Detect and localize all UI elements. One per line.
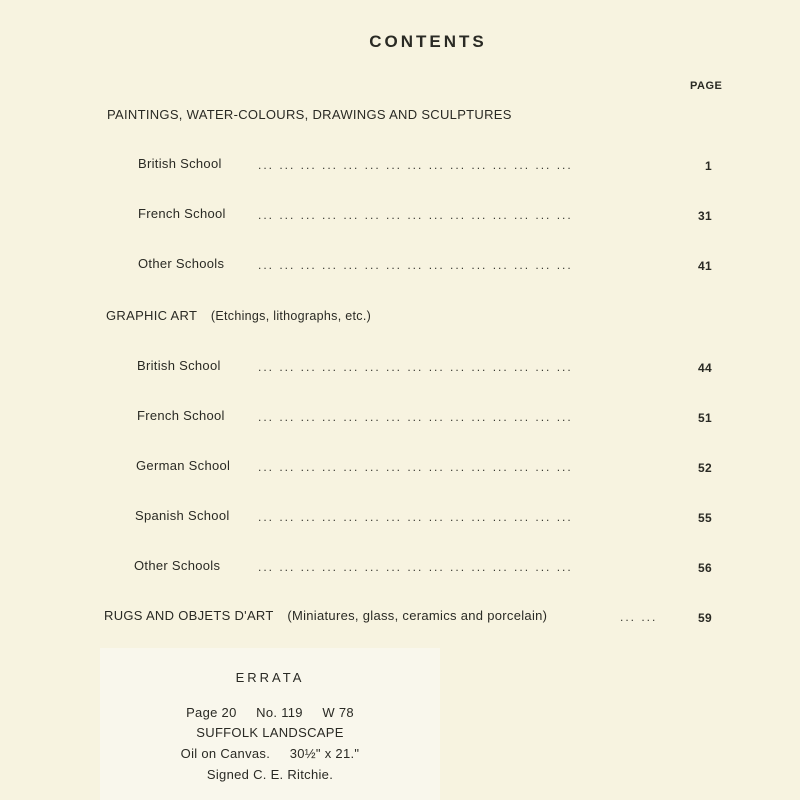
section-heading-rugs [104, 608, 547, 623]
errata-title: ERRATA [235, 670, 305, 685]
leader-dots: ... ... ... ... ... ... ... ... ... ... ... ... ... ... ... [258, 460, 573, 474]
errata-artwork-title: SUFFOLK LANDSCAPE [196, 725, 344, 740]
section-heading-text: PAINTINGS, WATER-COLOURS, DRAWINGS AND SCULPTURES [107, 107, 512, 122]
errata-reference: Page 20 No. 119 W 78 [186, 705, 354, 720]
entry-page-number: 55 [698, 511, 712, 525]
toc-entry-french-school-graphic [137, 408, 712, 426]
entry-label: Other Schools [134, 558, 221, 573]
contents-title: CONTENTS [369, 32, 487, 51]
leader-dots: ... ... ... ... ... ... ... ... ... ... ... ... ... ... ... [258, 208, 573, 222]
entry-label: French School [138, 206, 226, 221]
entry-page-number: 51 [698, 411, 712, 425]
toc-entry-rugs-and-objets [104, 608, 712, 626]
leader-dots: ... ... ... ... ... ... ... ... ... ... ... ... ... ... ... [258, 560, 573, 574]
section-heading-note: (Miniatures, glass, ceramics and porcelain) [287, 608, 548, 623]
leader-dots: ... ... ... ... ... ... ... ... ... ... ... ... ... ... ... [258, 258, 573, 272]
entry-label: British School [138, 156, 222, 171]
toc-entry-british-school-paintings [138, 156, 712, 174]
entry-page-number: 41 [698, 259, 712, 273]
entry-label: Other Schools [138, 256, 225, 271]
section-heading-text: GRAPHIC ART [106, 308, 197, 323]
toc-entry-other-schools-graphic [134, 558, 712, 576]
errata-signature: Signed C. E. Ritchie. [206, 767, 334, 782]
toc-entry-french-school-paintings [138, 206, 712, 224]
toc-entry-other-schools-paintings [138, 256, 712, 274]
entry-page-number: 1 [705, 159, 712, 173]
entry-page-number: 31 [698, 209, 712, 223]
section-heading-text: RUGS AND OBJETS D'ART [104, 608, 274, 623]
toc-entry-german-school-graphic [136, 458, 712, 476]
page-column-header: PAGE [690, 80, 723, 92]
entry-page-number: 56 [698, 561, 712, 575]
entry-page-number: 59 [698, 611, 712, 625]
toc-entry-british-school-graphic [137, 358, 712, 376]
entry-label: Spanish School [135, 508, 230, 523]
entry-label: British School [137, 358, 221, 373]
section-heading-paintings [107, 107, 512, 122]
entry-label: French School [137, 408, 225, 423]
leader-dots: ... ... ... ... ... ... ... ... ... ... ... ... ... ... ... [258, 410, 573, 424]
errata-medium-dimensions: Oil on Canvas. 30½" x 21." [180, 746, 360, 761]
errata-slip [100, 648, 440, 800]
entry-label: German School [136, 458, 231, 473]
leader-dots: ... ... ... ... ... ... ... ... ... ... ... ... ... ... ... [258, 158, 573, 172]
section-heading-note: (Etchings, lithographs, etc.) [210, 309, 372, 323]
entry-page-number: 44 [698, 361, 712, 375]
entry-page-number: 52 [698, 461, 712, 475]
leader-dots: ... ... ... ... ... ... ... ... ... ... ... ... ... ... ... [258, 510, 573, 524]
leader-dots: ... ... ... ... ... ... ... ... ... ... ... ... ... ... ... [258, 360, 573, 374]
toc-entry-spanish-school-graphic [135, 508, 712, 526]
section-heading-graphic-art [106, 308, 371, 323]
leader-dots: ... ... [620, 610, 658, 624]
